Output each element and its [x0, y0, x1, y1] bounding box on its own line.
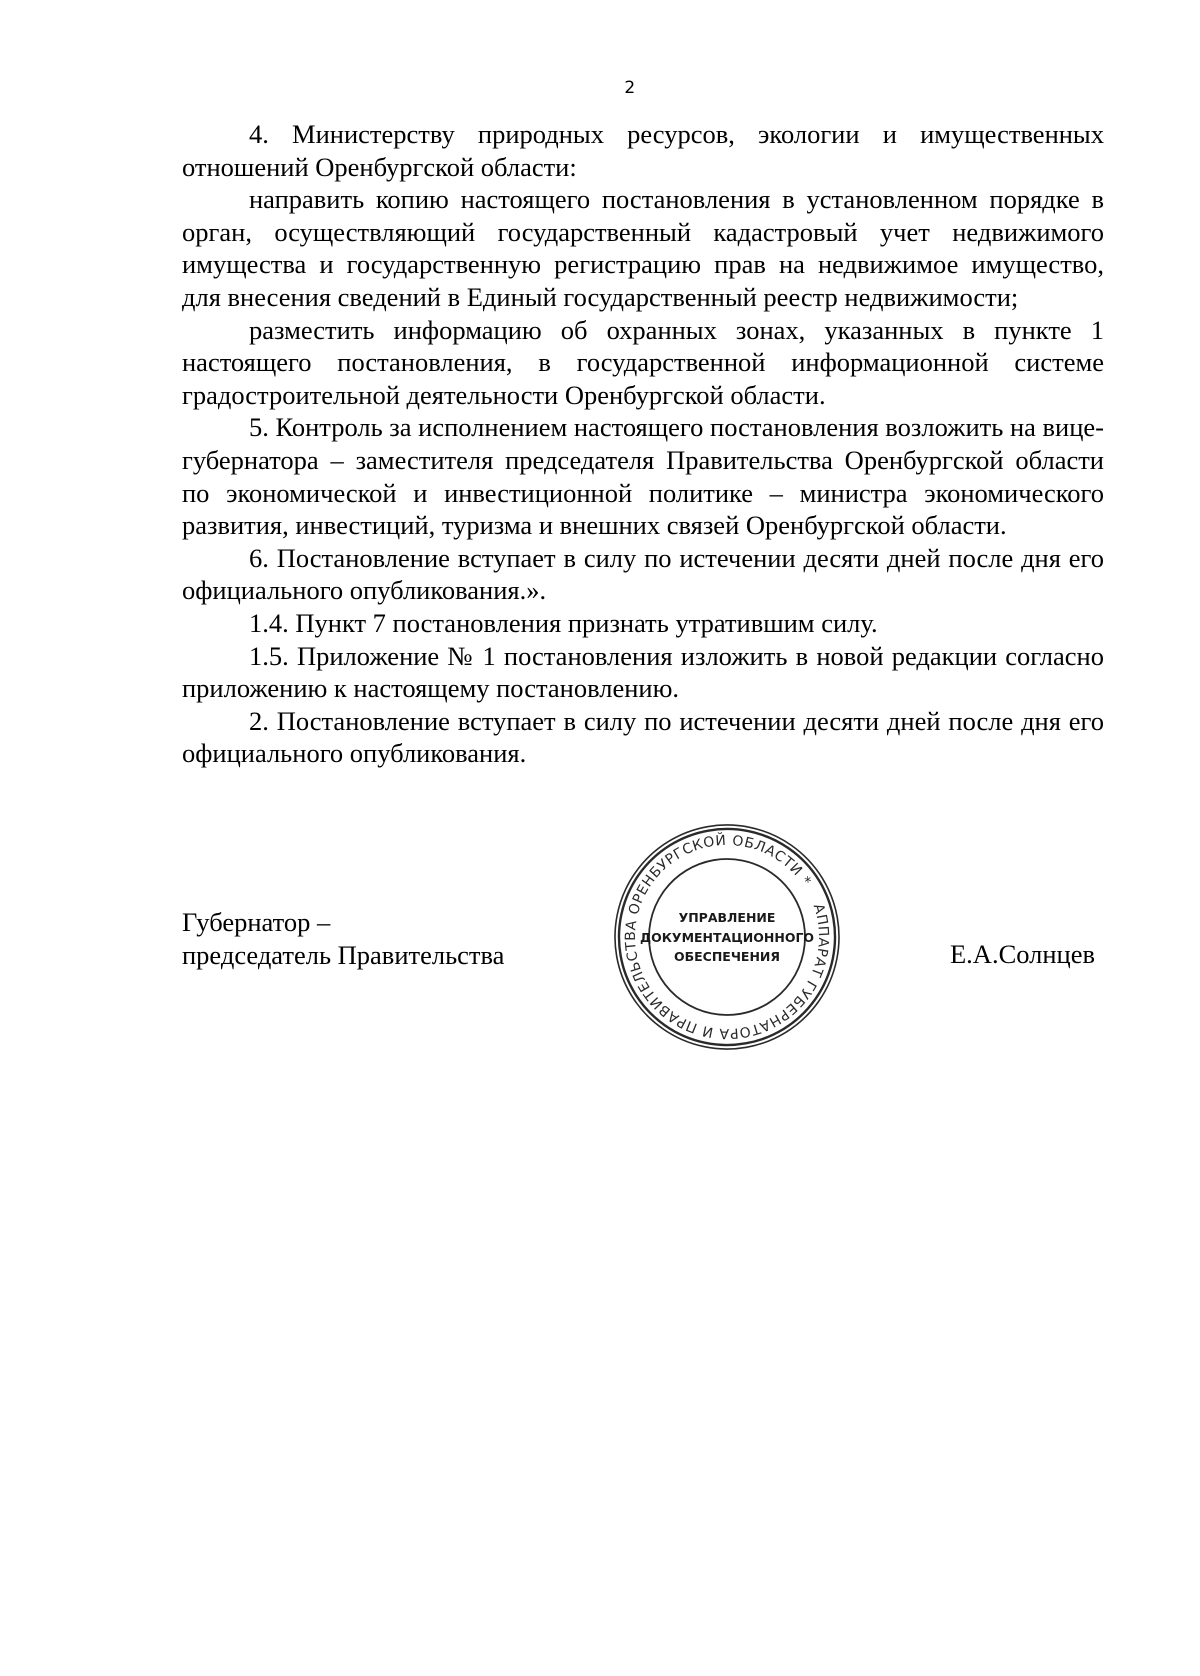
paragraph-item-4: 4. Министерству природных ресурсов, экологии и имущественных отношений Оренбургской области:: [182, 119, 1104, 182]
signatory-position: [182, 906, 504, 972]
page-number: 2: [624, 78, 636, 98]
paragraph-item-1-5: 1.5. Приложение № 1 постановления изложить в новой редакции согласно приложению к настоящему постановлению.: [182, 640, 1104, 704]
document-body: [182, 118, 1104, 770]
paragraph-publish-info: разместить информацию об охранных зонах, указанных в пункте 1 настоящего постановления, в государственной информационной системе градостроительной деятельности Оренбургской области.: [182, 314, 1104, 410]
svg-text:ОБЕСПЕЧЕНИЯ: ОБЕСПЕЧЕНИЯ: [673, 949, 781, 964]
paragraph-item-5-control: 5. Контроль за исполнением настоящего постановления возложить на вице-губернатора – заместителя председателя Правительства Оренбургской области по экономической и инвестиционной политике – министра экономического развития, инвестиций, туризма и внешних связей Оренбургской области.: [182, 412, 1104, 541]
paragraph-item-6-effective: 6. Постановление вступает в силу по истечении десяти дней после дня его официального опубликования.».: [182, 542, 1104, 606]
paragraph-send-copy: направить копию настоящего постановления в установленном порядке в орган, осуществляющий государственный кадастровый учет недвижимого имущества и государственную регистрацию прав на недвижимое имущество, для внесения сведений в Единый государственный реестр недвижимости;: [182, 184, 1104, 312]
paragraph-item-2-effective: 2. Постановление вступает в силу по истечении десяти дней после дня его официального опубликования.: [182, 705, 1104, 769]
signatory-position-line1: Губернатор –: [182, 907, 331, 937]
svg-text:УПРАВЛЕНИЕ: УПРАВЛЕНИЕ: [678, 910, 776, 925]
paragraph-item-1-4: 1.4. Пункт 7 постановления признать утратившим силу.: [249, 607, 878, 638]
official-seal: [612, 822, 842, 1052]
svg-text:ДОКУМЕНТАЦИОННОГО: ДОКУМЕНТАЦИОННОГО: [639, 930, 815, 945]
svg-text:АППАРАТ ГУБЕРНАТОРА И ПРАВИТЕЛ: АППАРАТ ГУБЕРНАТОРА И ПРАВИТЕЛЬСТВА ОРЕНБУРГСКОЙ ОБЛАСТИ *: [622, 832, 832, 1042]
signatory-name: Е.А.Солнцев: [950, 939, 1096, 969]
signatory-position-line2: председатель Правительства: [182, 940, 505, 970]
